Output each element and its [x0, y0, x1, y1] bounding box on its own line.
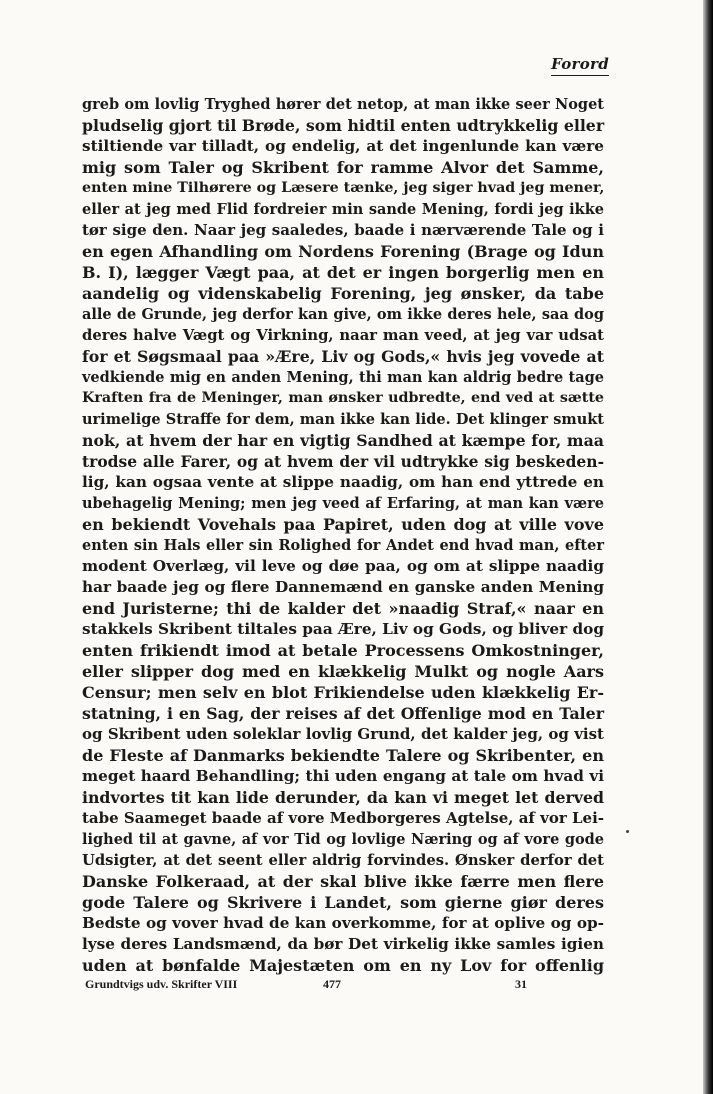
text-line: pludselig gjort til Brøde, som hidtil enten udtrykkelig eller — [82, 116, 605, 135]
text-line: en egen Afhandling om Nordens Forening (Brage og Idun — [82, 242, 604, 261]
text-line: Bedste og vover hvad de kan overkomme, for at oplive og op- — [82, 914, 604, 932]
footer-source: Grundtvigs udv. Skrifter VIII — [85, 977, 238, 991]
text-line: stakkels Skribent tiltales paa Ære, Liv og Gods, og bliver dog — [82, 620, 604, 638]
text-line: greb om lovlig Tryghed hører det netop, at man ikke seer Noget — [82, 96, 604, 113]
text-line: og Skribent uden soleklar lovlig Grund, det kalder jeg, og vist — [82, 725, 604, 743]
text-line: mig som Taler og Skribent for ramme Alvor det Samme, — [82, 158, 604, 177]
text-line: Censur; men selv en blot Frikiendelse uden klækkelig Er- — [82, 683, 604, 702]
text-line: stiltiende var tilladt, og endelig, at det ingenlunde kan være — [82, 137, 604, 155]
body-text — [82, 94, 604, 976]
page-footer — [85, 977, 530, 997]
text-line: trodse alle Farer, og at hvem der vil udtrykke sig beskeden- — [82, 452, 604, 471]
text-line: enten mine Tilhørere og Læsere tænke, jeg siger hvad jeg mener, — [82, 180, 605, 196]
text-line: de Fleste af Danmarks bekiendte Talere og Skribenter, en — [82, 746, 604, 765]
text-line: urimelige Straffe for dem, man ikke kan lide. Det klinger smukt — [82, 411, 604, 428]
text-line: eller slipper dog med en klækkelig Mulkt og nogle Aars — [82, 662, 604, 681]
text-line: ubehagelig Mening; men jeg veed af Erfaring, at man kan være — [82, 495, 604, 512]
text-line: lyse deres Landsmænd, da bør Det virkelig ikke samles igien — [82, 935, 604, 953]
text-line: deres halve Vægt og Virkning, naar man veed, at jeg var udsat — [82, 327, 604, 344]
text-line: vedkiende mig en anden Mening, thi man kan aldrig bedre tage — [82, 369, 604, 386]
text-line: en bekiendt Vovehals paa Papiret, uden dog at ville vove — [82, 515, 604, 534]
text-line: har baade jeg og flere Dannemænd en ganske anden Mening — [82, 578, 604, 596]
text-line: lig, kan ogsaa vente at slippe naadig, om han end yttrede en — [82, 473, 604, 491]
text-line: enten frikiendt imod at betale Processens Omkostninger, — [82, 641, 604, 660]
text-line: aandelig og videnskabelig Forening, jeg ønsker, da tabe — [82, 284, 604, 303]
text-line: tør sige den. Naar jeg saaledes, baade i nærværende Tale og i — [82, 221, 604, 239]
text-line: modent Overlæg, vil leve og døe paa, og om at slippe naadig — [82, 557, 604, 575]
text-line: Udsigter, at det seent eller aldrig forvindes. Ønsker derfor det — [82, 852, 604, 869]
text-line: alle de Grunde, jeg derfor kan give, om ikke deres hele, saa dog — [82, 306, 604, 323]
text-line: Kraften fra de Meninger, man ønsker udbredte, end ved at sætte — [82, 390, 604, 406]
text-line: end Juristerne; thi de kalder det »naadig Straf,« naar en — [82, 599, 604, 618]
scan-edge — [703, 0, 713, 1094]
text-line: meget haard Behandling; thi uden engang at tale om hvad vi — [82, 767, 604, 785]
footer-signature: 31 — [515, 977, 527, 991]
text-line: indvortes tit kan lide derunder, da kan vi meget let derved — [82, 788, 604, 807]
running-head: Forord — [551, 55, 609, 76]
text-line: eller at jeg med Flid fordreier min sande Mening, fordi jeg ikke — [82, 201, 604, 218]
text-line: tabe Saameget baade af vore Medborgeres Agtelse, af vor Lei- — [82, 809, 604, 827]
text-line: uden at bønfalde Majestæten om en ny Lov for offenlig — [82, 956, 604, 975]
text-line: Danske Folkeraad, at der skal blive ikke færre men flere — [82, 872, 604, 891]
text-line: statning, i en Sag, der reises af det Offenlige mod en Taler — [82, 704, 604, 723]
text-line: B. I), lægger Vægt paa, at det er ingen borgerlig men en — [82, 263, 604, 282]
text-line: nok, at hvem der har en vigtig Sandhed at kæmpe for, maa — [82, 431, 604, 450]
text-line: lighed til at gavne, af vor Tid og lovlige Næring og af vore gode — [82, 831, 604, 848]
footer-page-number: 477 — [323, 977, 341, 991]
text-line: enten sin Hals eller sin Rolighed for Andet end hvad man, efter — [82, 537, 604, 554]
text-line: for et Søgsmaal paa »Ære, Liv og Gods,« hvis jeg vovede at — [82, 347, 604, 366]
scan-speck — [626, 830, 629, 833]
text-line: gode Talere og Skrivere i Landet, som gierne giør deres — [82, 893, 604, 912]
